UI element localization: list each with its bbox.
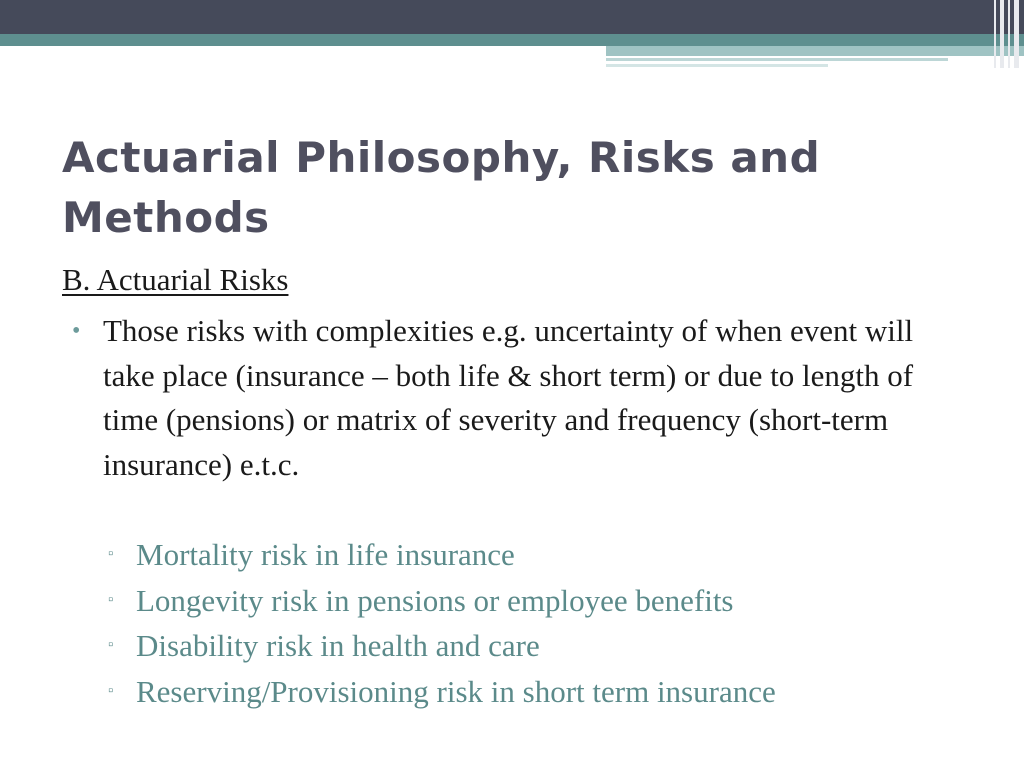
square-bullet-icon: ▫ — [108, 637, 114, 653]
header-band — [0, 0, 1024, 34]
sub-bullet-item — [108, 623, 988, 669]
decorative-stripe — [1014, 0, 1019, 68]
sub-bullet-text: Mortality risk in life insurance — [136, 537, 515, 572]
sub-bullet-item — [108, 532, 988, 578]
square-bullet-icon: ▫ — [108, 591, 114, 608]
slide-title: Actuarial Philosophy, Risks and Methods — [62, 133, 821, 242]
sub-bullet-item — [108, 578, 988, 624]
section-subheading: B. Actuarial Risks — [62, 262, 289, 297]
bullet-item — [72, 309, 952, 487]
decorative-stripe — [1000, 0, 1004, 68]
bullet-dot-icon: • — [72, 318, 81, 344]
decorative-stripe — [1008, 0, 1010, 68]
sub-bullet-text: Disability risk in health and care — [136, 628, 540, 663]
sub-bullet-text: Reserving/Provisioning risk in short term insurance — [136, 673, 776, 709]
bullet-text: Those risks with complexities e.g. uncertainty of when event will take place (insurance – both life & short term) or due to length of time (pensions) or matrix of severity and frequency (short-term insurance) e.t.c. — [103, 313, 914, 482]
accent-band — [0, 34, 1024, 46]
accent-band-light — [606, 46, 1024, 56]
sub-bullet-text: Longevity risk in pensions or employee benefits — [136, 582, 734, 618]
square-bullet-icon: ▫ — [108, 682, 114, 699]
accent-line — [606, 64, 828, 67]
accent-line — [606, 58, 948, 61]
square-bullet-icon: ▫ — [108, 546, 114, 562]
sub-bullet-list — [108, 532, 988, 714]
sub-bullet-item — [108, 669, 988, 715]
decorative-stripe — [994, 0, 996, 68]
